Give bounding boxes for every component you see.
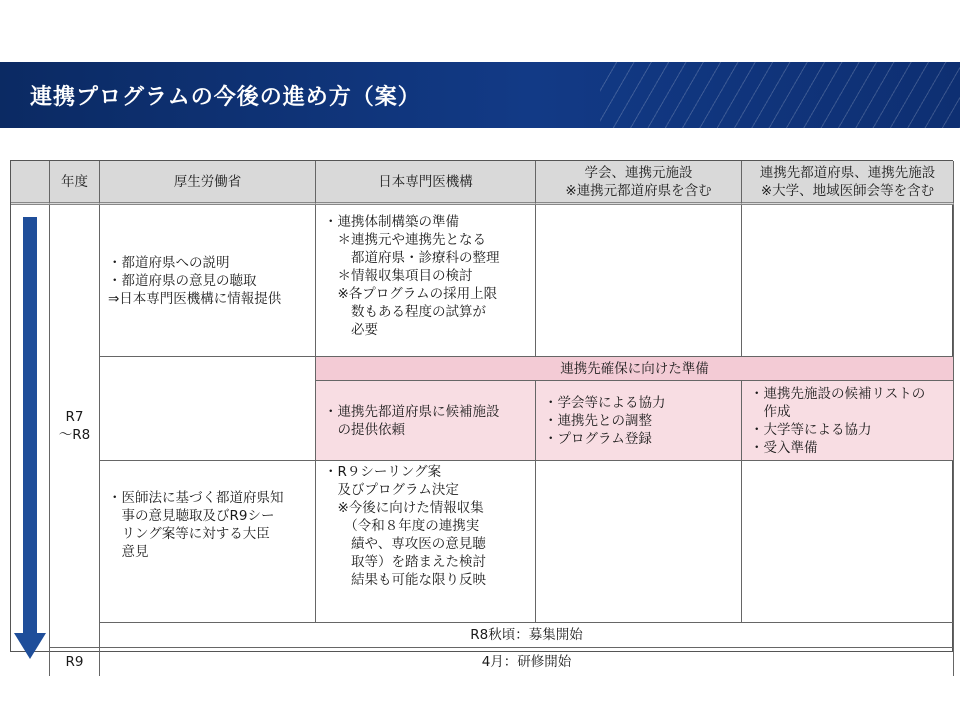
timeline-arrow-column <box>11 205 50 676</box>
row2-destination <box>742 381 954 461</box>
row2-academic <box>536 381 742 461</box>
row1-jmsb-line: ※各プログラムの採用上限 <box>324 286 498 302</box>
title-decoration <box>600 62 960 128</box>
row3-jmsb-line: 及びプログラム決定 <box>324 482 459 498</box>
row1-jmsb-line: 必要 <box>324 322 378 338</box>
row2-academic-line: ・プログラム登録 <box>544 430 652 447</box>
row1-jmsb-line: ＊情報収集項目の検討 <box>324 268 473 284</box>
row3-destination <box>742 461 954 623</box>
row2-jmsb-line: ・連携先都道府県に候補施設 <box>324 403 500 420</box>
year-r9: R9 <box>50 648 100 676</box>
row2-jmsb-line: の提供依頼 <box>324 421 405 438</box>
title-bar <box>0 62 960 128</box>
row1-jmsb-line: 都道府県・診療科の整理 <box>324 250 500 266</box>
row2-destination-line: ・受入準備 <box>750 439 818 456</box>
row3-mhlw-line: ・医師法に基づく都道府県知 <box>108 490 284 506</box>
row2-band: 連携先確保に向けた準備 <box>316 357 954 381</box>
row3-mhlw <box>100 461 316 623</box>
timeline-arrow-head <box>14 633 46 659</box>
year-r8: ～R8 <box>58 427 91 443</box>
row2-destination-line: ・大学等による協力 <box>750 421 872 438</box>
row3-jmsb-line: 績や、専攻医の意見聴 <box>324 536 486 552</box>
row3-jmsb-line: （令和８年度の連携実 <box>324 518 480 534</box>
row1-jmsb-line: 数もある程度の試算が <box>324 304 486 320</box>
row2-academic-line: ・連携先との調整 <box>544 412 652 429</box>
header-destination <box>742 161 954 205</box>
row1-mhlw-line: ⇒日本専門医機構に情報提供 <box>108 290 282 307</box>
row1-destination <box>742 205 954 357</box>
row3-jmsb-line: ※今後に向けた情報収集 <box>324 500 484 516</box>
header-jmsb: 日本専門医機構 <box>316 161 536 205</box>
row3-mhlw-line: リング案等に対する大臣 <box>108 526 270 542</box>
header-academic <box>536 161 742 205</box>
header-blank <box>11 161 50 205</box>
row3-jmsb <box>316 461 536 623</box>
row3-mhlw-line: 意見 <box>108 544 149 560</box>
timeline-arrow-shaft <box>23 217 37 635</box>
row1-mhlw <box>100 205 316 357</box>
recruitment-start: R8秋頃：募集開始 <box>100 623 954 648</box>
row3-jmsb-line: 取等）を踏まえた検討 <box>324 554 486 570</box>
row2-mhlw <box>100 357 316 461</box>
row1-jmsb <box>316 205 536 357</box>
row3-jmsb-line: 結果も可能な限り反映 <box>324 572 486 588</box>
header-academic-note: ※連携元都道府県を含む <box>565 182 712 199</box>
row1-jmsb-line: ＊連携元や連携先となる <box>324 232 486 248</box>
row3-jmsb-line: ・R９シーリング案 <box>324 464 442 480</box>
header-destination-line: 連携先都道府県、連携先施設 <box>759 164 936 181</box>
row3-mhlw-line: 事の意見聴取及びR9シー <box>108 508 275 524</box>
header-mhlw: 厚生労働省 <box>100 161 316 205</box>
row1-mhlw-line: ・都道府県の意見の聴取 <box>108 272 257 289</box>
row2-jmsb <box>316 381 536 461</box>
year-r7: R7 <box>65 409 84 425</box>
row1-academic <box>536 205 742 357</box>
row1-jmsb-line: ・連携体制構築の準備 <box>324 214 459 230</box>
header-academic-line: 学会、連携元施設 <box>584 164 693 181</box>
page-title: 連携プログラムの今後の進め方（案） <box>30 85 421 110</box>
row3-academic <box>536 461 742 623</box>
row2-destination-line: 作成 <box>750 403 791 420</box>
header-year: 年度 <box>50 161 100 205</box>
row1-mhlw-line: ・都道府県への説明 <box>108 254 230 271</box>
row2-academic-line: ・学会等による協力 <box>544 394 666 411</box>
schedule-table <box>10 160 953 670</box>
header-destination-note: ※大学、地域医師会等を含む <box>760 182 935 199</box>
training-start: 4月：研修開始 <box>100 648 954 676</box>
year-r7-r8 <box>50 205 100 648</box>
row2-destination-line: ・連携先施設の候補リストの <box>750 385 926 402</box>
